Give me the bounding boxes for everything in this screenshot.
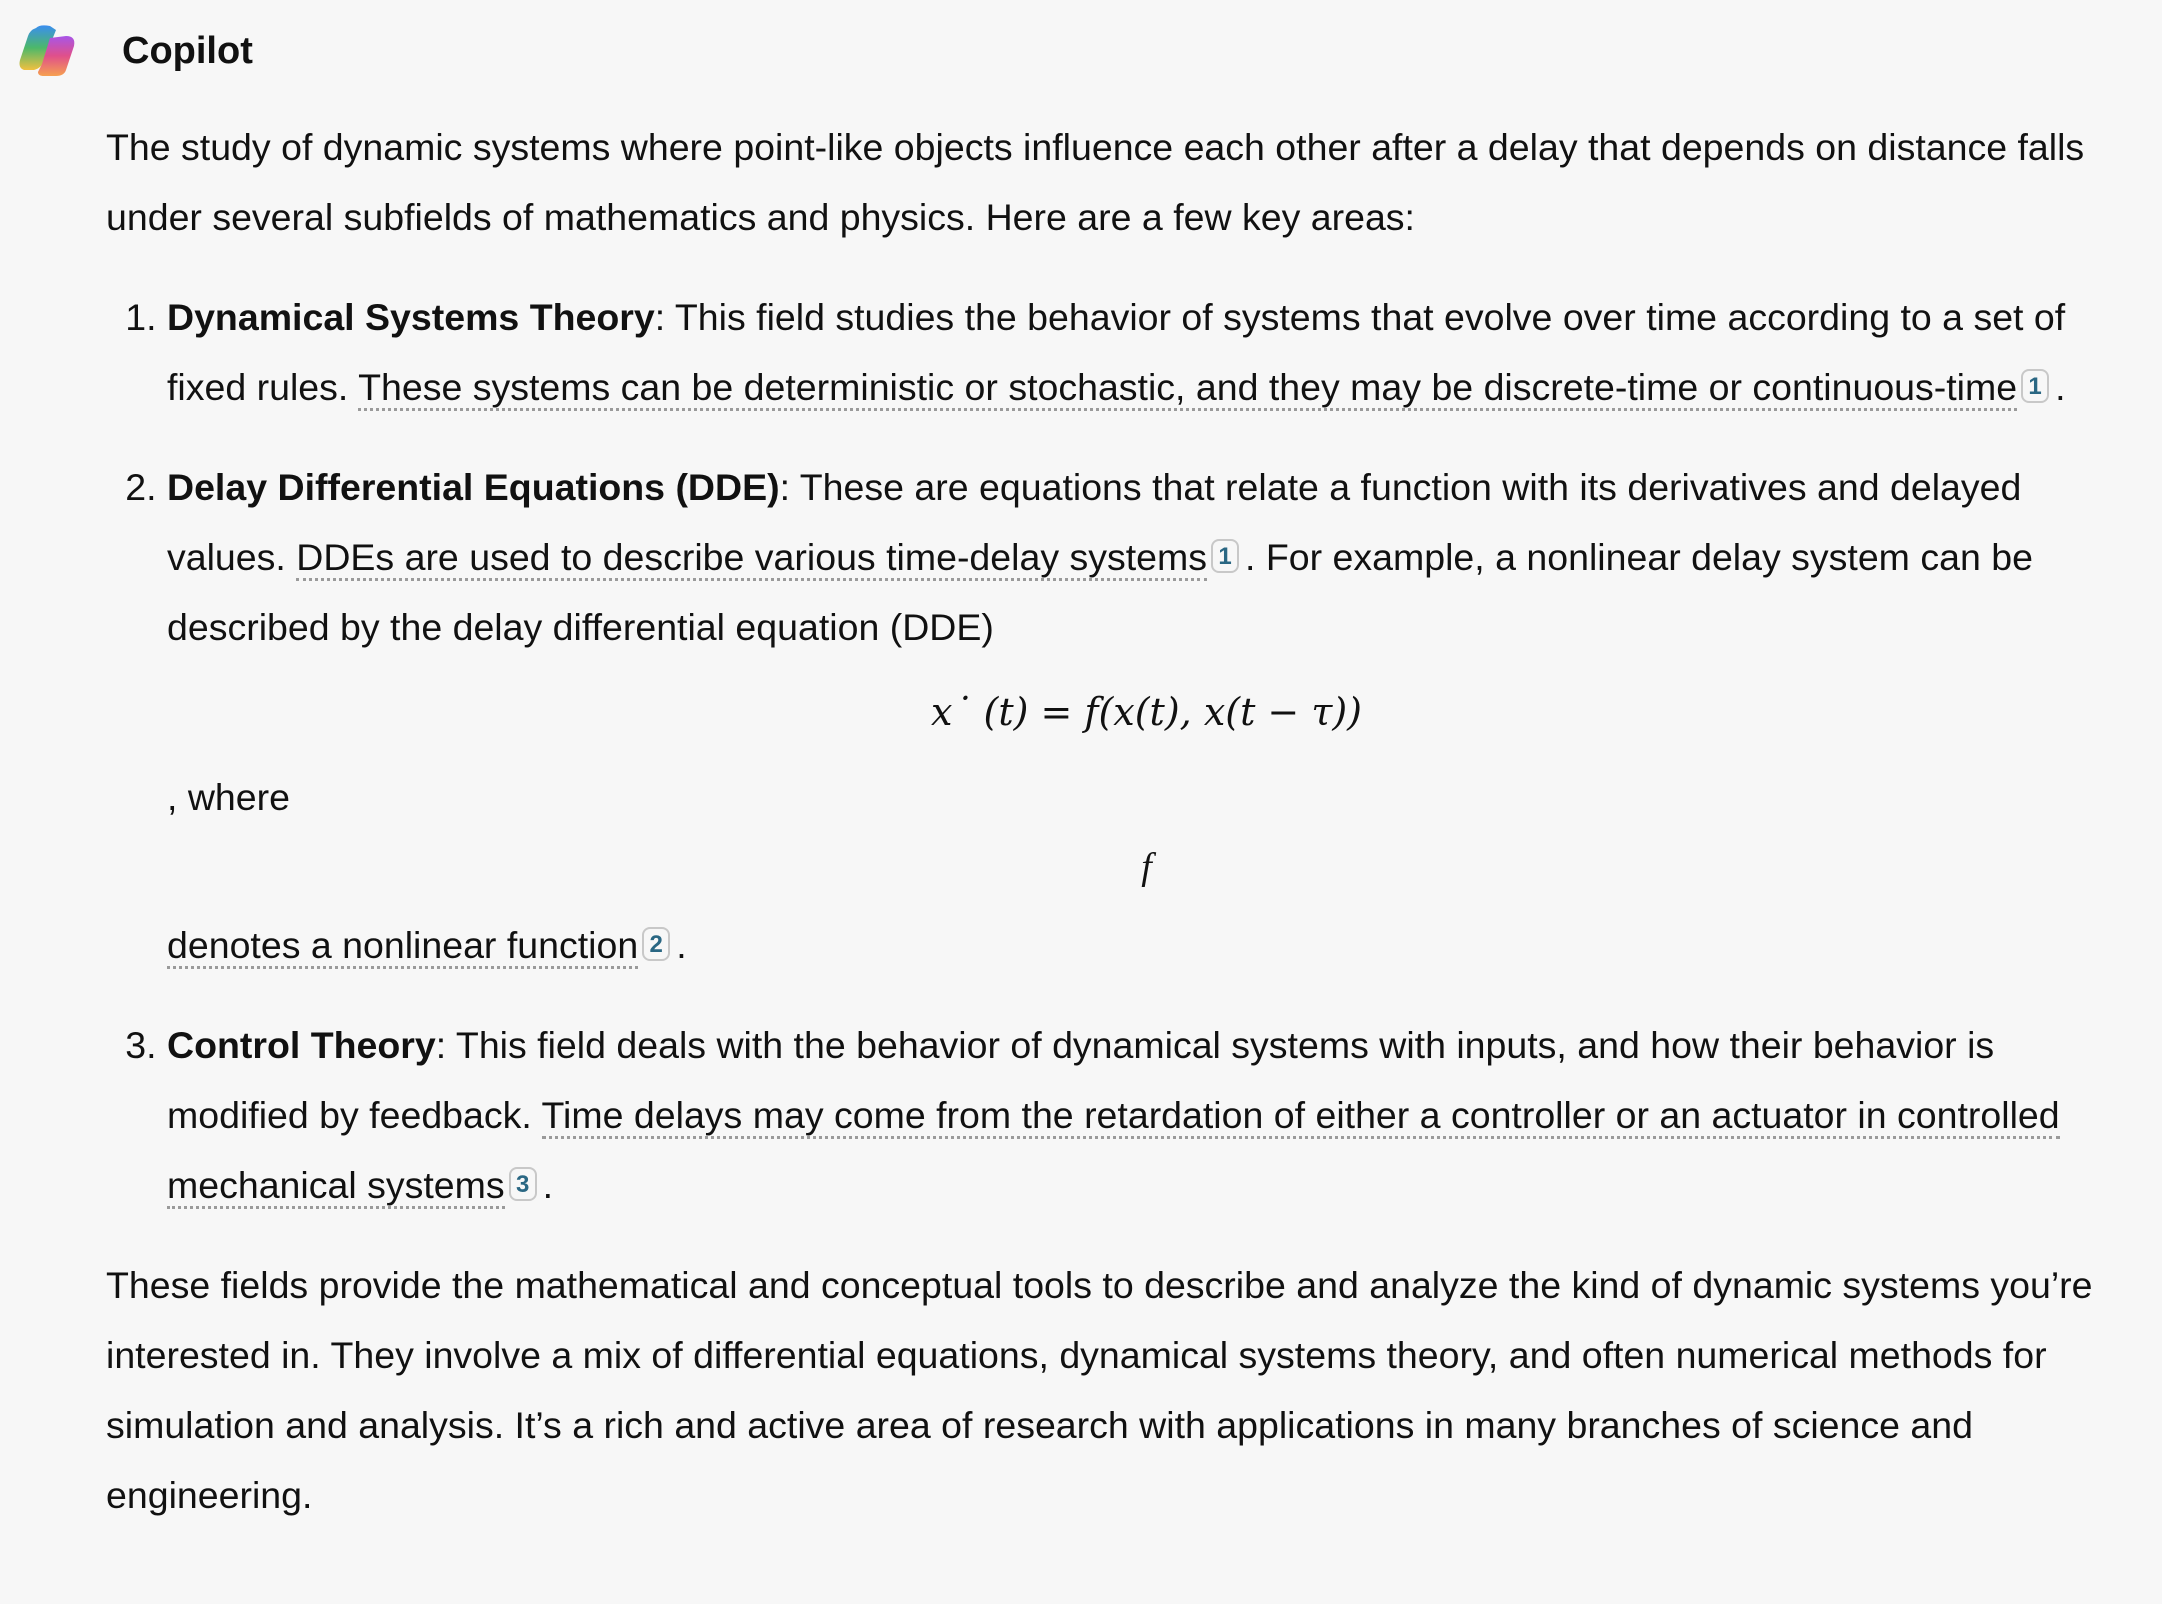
message-header bbox=[16, 20, 253, 82]
punct: . bbox=[542, 1164, 554, 1206]
punct: . bbox=[2055, 366, 2066, 408]
list-item bbox=[167, 282, 2126, 422]
item-text: : This field studies the behavior of systems that evolve over time according to a set of fixed rules. bbox=[167, 296, 2066, 408]
assistant-name: Copilot bbox=[122, 29, 253, 72]
item-term: Control Theory bbox=[167, 1024, 436, 1066]
item-text: : This field deals with the behavior of dynamical systems with inputs, and how their behavior is modified by feedback. bbox=[167, 1024, 1995, 1136]
list-item bbox=[167, 452, 2126, 980]
cited-text[interactable]: DDEs are used to describe various time-delay systems bbox=[296, 536, 1207, 581]
key-areas-list bbox=[106, 282, 2126, 1220]
cited-text[interactable]: These systems can be deterministic or stochastic, and they may be discrete-time or continuous-time bbox=[358, 366, 2017, 411]
copilot-logo-icon bbox=[16, 20, 78, 82]
where-text: , where bbox=[167, 776, 290, 818]
punct: . bbox=[676, 924, 687, 966]
math-symbol-f: f bbox=[1141, 846, 1152, 888]
item-term: Delay Differential Equations (DDE) bbox=[167, 466, 780, 508]
dde-equation: x˙ (t) = f(x(t), x(t − τ)) bbox=[930, 690, 1363, 734]
cited-text[interactable]: denotes a nonlinear function bbox=[167, 924, 638, 969]
item-text: . For example, a nonlinear delay system can be described by the delay differential equation (DDE) bbox=[167, 536, 2033, 648]
citation-badge[interactable]: 3 bbox=[509, 1167, 537, 1201]
cited-text[interactable]: Time delays may come from the retardation of either a controller or an actuator in controlled mechanical systems bbox=[167, 1094, 2060, 1209]
list-item bbox=[167, 1010, 2126, 1220]
intro-paragraph: The study of dynamic systems where point-like objects influence each other after a delay that depends on distance falls under several subfields of mathematics and physics. Here are a few key areas: bbox=[106, 126, 2085, 238]
citation-badge[interactable]: 1 bbox=[2021, 369, 2049, 403]
conclusion-paragraph: These fields provide the mathematical and conceptual tools to describe and analyze the kind of dynamic systems you’re interested in. They involve a mix of differential equations, dynamical systems theory, and often numerical methods for simulation and analysis. It’s a rich and active area of research with applications in many branches of science and engineering. bbox=[106, 1264, 2093, 1516]
message-body bbox=[106, 112, 2126, 1560]
item-term: Dynamical Systems Theory bbox=[167, 296, 655, 338]
citation-badge[interactable]: 1 bbox=[1211, 539, 1239, 573]
item-text: : These are equations that relate a function with its derivatives and delayed values. bbox=[167, 466, 2022, 578]
citation-badge[interactable]: 2 bbox=[642, 927, 670, 961]
